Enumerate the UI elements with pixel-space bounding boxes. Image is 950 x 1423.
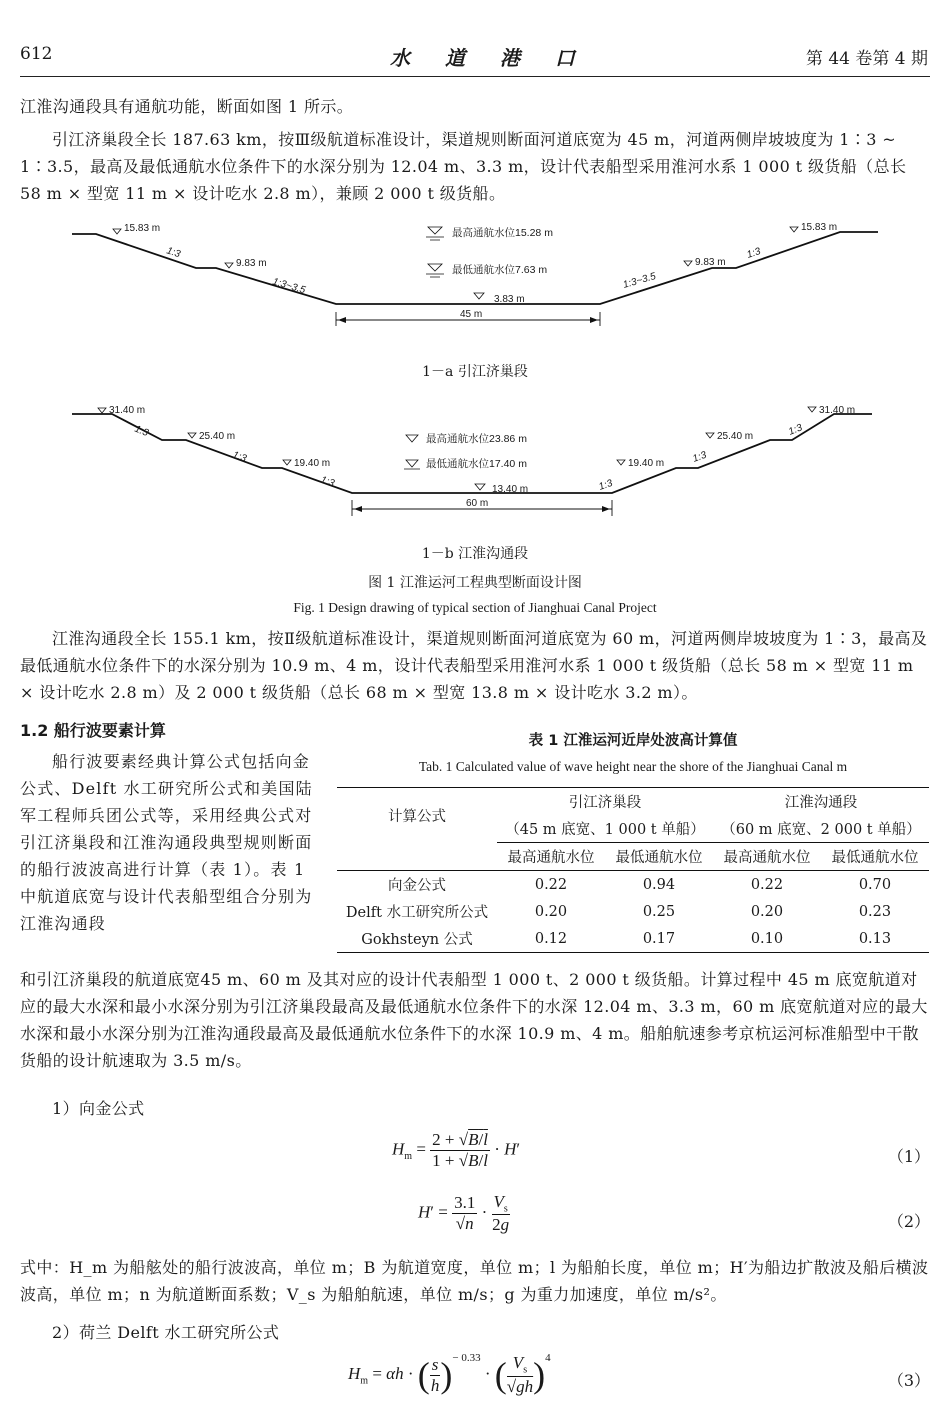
water-marker-icon bbox=[225, 263, 233, 268]
section-title: 1.2 船行波要素计算 bbox=[20, 721, 166, 740]
water-marker-icon bbox=[706, 433, 714, 438]
group-header-1: 引江济巢段 bbox=[568, 795, 642, 811]
equation-1: $H_m$ = $\frac{2 + √B/l}{1 + √B/l}$ · H′ bbox=[392, 1130, 521, 1170]
cell: 0.20 bbox=[534, 903, 568, 920]
width-label: 45 m bbox=[460, 309, 483, 320]
paragraph-4: 和引江济巢段的航道底宽45 m、60 m 及其对应的设计代表船型 1 000 t、2 000 t 级货船。计算过程中 45 m 底宽航道对应的最大水深和最小水深分别为引江济巢段最高及最低通航水位条件下的水深 12.04 m、3.3 m，60 m 底宽航道对应的最大水深和最小水深分别为江淮沟通段最高及最低通航水位条件下的水深 10.9 m、4 m。船舶航速参考京杭运河标准船型中干散货船的设计航速取为 3.5 m/s。 bbox=[20, 970, 928, 1070]
slope-label: 1:3 bbox=[165, 245, 182, 261]
water-marker-icon bbox=[283, 460, 291, 465]
figure-1a-caption: 1－a 引江济巢段 bbox=[422, 364, 528, 380]
elev-label: 15.83 m bbox=[801, 222, 838, 233]
table-title-en: Tab. 1 Calculated value of wave height near the shore of the Jianghuai Canal m bbox=[418, 759, 848, 774]
slope-label: 1:3~3.5 bbox=[271, 276, 307, 297]
width-label: 60 m bbox=[466, 498, 489, 509]
header-rule bbox=[20, 76, 930, 77]
elev-label: 19.40 m bbox=[628, 458, 665, 469]
paragraph-5: 1）向金公式 bbox=[52, 1099, 145, 1118]
figure-caption-cn: 图 1 江淮运河工程典型断面设计图 bbox=[368, 575, 582, 591]
slope-label: 1:3 bbox=[745, 246, 763, 261]
cell: 0.70 bbox=[858, 876, 892, 893]
cell: 0.94 bbox=[642, 876, 676, 893]
high-water-label: 最高通航水位23.86 m bbox=[426, 433, 527, 445]
table-row bbox=[337, 925, 929, 953]
elev-label: 9.83 m bbox=[236, 258, 267, 269]
col-header-formula: 计算公式 bbox=[388, 808, 446, 825]
water-marker-icon bbox=[684, 261, 692, 266]
water-marker-icon bbox=[426, 264, 444, 277]
table-row bbox=[337, 871, 929, 899]
figure-1b-caption: 1－b 江淮沟通段 bbox=[421, 546, 529, 562]
col-header-lw: 最低通航水位 bbox=[605, 843, 713, 871]
equation-2-number: （2） bbox=[887, 1212, 930, 1231]
low-water-label: 最低通航水位17.40 m bbox=[426, 458, 527, 470]
col-header-hw: 最高通航水位 bbox=[713, 843, 821, 871]
slope-label: 1:3 bbox=[787, 422, 805, 438]
cell: 0.17 bbox=[642, 930, 676, 947]
slope-label: 1:3 bbox=[597, 477, 615, 493]
equation-3: $H_m = \alpha h$ · ( $\frac{s}{h}$ )$^{- 0.33}$ · ( $\frac{V_s}{√gh}$ )$^4$ bbox=[348, 1352, 551, 1396]
slope-label: 1:3 bbox=[230, 449, 248, 465]
water-marker-icon bbox=[98, 408, 106, 413]
elev-label: 19.40 m bbox=[294, 458, 331, 469]
slope-label: 1:3~3.5 bbox=[621, 271, 658, 291]
exponent: 4 bbox=[545, 1352, 551, 1364]
group-sub-2: （60 m 底宽、2 000 t 单船） bbox=[721, 822, 921, 838]
group-sub-1: （45 m 底宽、1 000 t 单船） bbox=[505, 822, 705, 838]
water-marker-icon bbox=[113, 229, 121, 234]
water-marker-icon bbox=[808, 407, 816, 412]
paragraph-7: 2）荷兰 Delft 水工研究所公式 bbox=[52, 1323, 280, 1342]
high-water-label: 最高通航水位15.28 m bbox=[452, 227, 553, 239]
page-number: 612 bbox=[20, 44, 53, 64]
exponent: − 0.33 bbox=[452, 1352, 481, 1364]
elev-label: 31.40 m bbox=[819, 405, 856, 416]
water-marker-icon bbox=[426, 227, 444, 240]
cell: 0.22 bbox=[750, 876, 784, 893]
water-marker-icon bbox=[406, 435, 418, 442]
elev-label: 15.83 m bbox=[124, 223, 161, 234]
slope-label: 1:3 bbox=[319, 474, 336, 490]
figure-1a bbox=[0, 222, 950, 332]
row-label: Delft 水工研究所公式 bbox=[345, 905, 489, 921]
elev-label: 31.40 m bbox=[109, 405, 146, 416]
paragraph-3: 船行波要素经典计算公式包括向金公式、Delft 水工研究所公式和美国陆军工程师兵团公式等，采用经典公式对引江济巢段和江淮沟通段典型规则断面的船行波波高进行计算（表 1）。表 1 中航道底宽与设计代表船型组合分别为江淮沟通段 bbox=[20, 752, 313, 933]
cell: 0.25 bbox=[642, 903, 676, 920]
col-header-hw: 最高通航水位 bbox=[497, 843, 605, 871]
water-marker-icon bbox=[404, 460, 420, 469]
elev-label: 9.83 m bbox=[695, 257, 726, 268]
elev-label: 25.40 m bbox=[717, 431, 754, 442]
paragraph-1: 引江济巢段全长 187.63 km，按Ⅲ级航道标准设计，渠道规则断面河道底宽为 45 m，河道两侧岸坡坡度为 1∶3 ~ 1∶3.5，最高及最低通航水位条件下的水深分别为 12.04 m、3.3 m，设计代表船型采用淮河水系 1 000 t 级货船（总长 58 m × 型宽 11 m × 设计吃水 2.8 m），兼顾 2 000 t 级货船。 bbox=[20, 130, 907, 203]
cell: 0.20 bbox=[750, 903, 784, 920]
paragraph-2: 江淮沟通段全长 155.1 km，按Ⅱ级航道标准设计，渠道规则断面河道底宽为 60 m，河道两侧岸坡坡度为 1∶3，最高及最低通航水位条件下的水深分别为 10.9 m、4 m，设计代表船型采用淮河水系 1 000 t 级货船（总长 58 m × 型宽 11 m × 设计吃水 2.8 m）及 2 000 t 级货船（总长 68 m × 型宽 13.8 m × 设计吃水 3.2 m）。 bbox=[20, 629, 928, 702]
row-label: 向金公式 bbox=[388, 878, 446, 894]
figure-1b bbox=[0, 400, 950, 530]
water-marker-icon bbox=[474, 293, 484, 299]
slope-label: 1:3 bbox=[691, 449, 709, 465]
water-marker-icon bbox=[188, 433, 196, 438]
cell: 0.10 bbox=[750, 930, 784, 947]
figure-caption-en: Fig. 1 Design drawing of typical section of Jianghuai Canal Project bbox=[293, 600, 657, 615]
cell: 0.22 bbox=[534, 876, 568, 893]
cross-section-b bbox=[72, 414, 872, 493]
paragraph-0: 江淮沟通段具有通航功能，断面如图 1 所示。 bbox=[20, 97, 354, 116]
cell: 0.23 bbox=[858, 903, 892, 920]
low-water-label: 最低通航水位7.63 m bbox=[452, 264, 548, 276]
table-title-cn: 表 1 江淮运河近岸处波高计算值 bbox=[528, 733, 738, 749]
wave-height-table bbox=[337, 787, 929, 953]
table-row bbox=[337, 898, 929, 925]
row-label: Gokhsteyn 公式 bbox=[361, 932, 473, 948]
group-header-2: 江淮沟通段 bbox=[784, 795, 858, 811]
elev-label: 13.40 m bbox=[492, 484, 529, 495]
water-marker-icon bbox=[790, 227, 798, 232]
cell: 0.12 bbox=[534, 930, 568, 947]
slope-label: 1:3 bbox=[132, 423, 150, 439]
col-header-lw: 最低通航水位 bbox=[821, 843, 929, 871]
elev-label: 25.40 m bbox=[199, 431, 236, 442]
equation-2: H′ = $\frac{3.1}{√n}$ · $\frac{V_s}{2g}$ bbox=[418, 1192, 510, 1235]
water-marker-icon bbox=[475, 484, 485, 490]
journal-title: 水 道 港 口 bbox=[390, 46, 589, 70]
water-marker-icon bbox=[617, 460, 625, 465]
equation-1-number: （1） bbox=[887, 1147, 930, 1166]
cell: 0.13 bbox=[858, 930, 892, 947]
equation-3-number: （3） bbox=[887, 1371, 930, 1390]
issue-label: 第 44 卷第 4 期 bbox=[805, 49, 928, 69]
paragraph-6: 式中：H_m 为船舷处的船行波波高，单位 m；B 为航道宽度，单位 m；l 为船舶长度，单位 m；H′为船边扩散波及船后横波波高，单位 m；n 为航道断面系数；V_s 为船舶航速，单位 m/s；g 为重力加速度，单位 m/s²。 bbox=[20, 1258, 929, 1304]
elev-label: 3.83 m bbox=[494, 294, 525, 305]
